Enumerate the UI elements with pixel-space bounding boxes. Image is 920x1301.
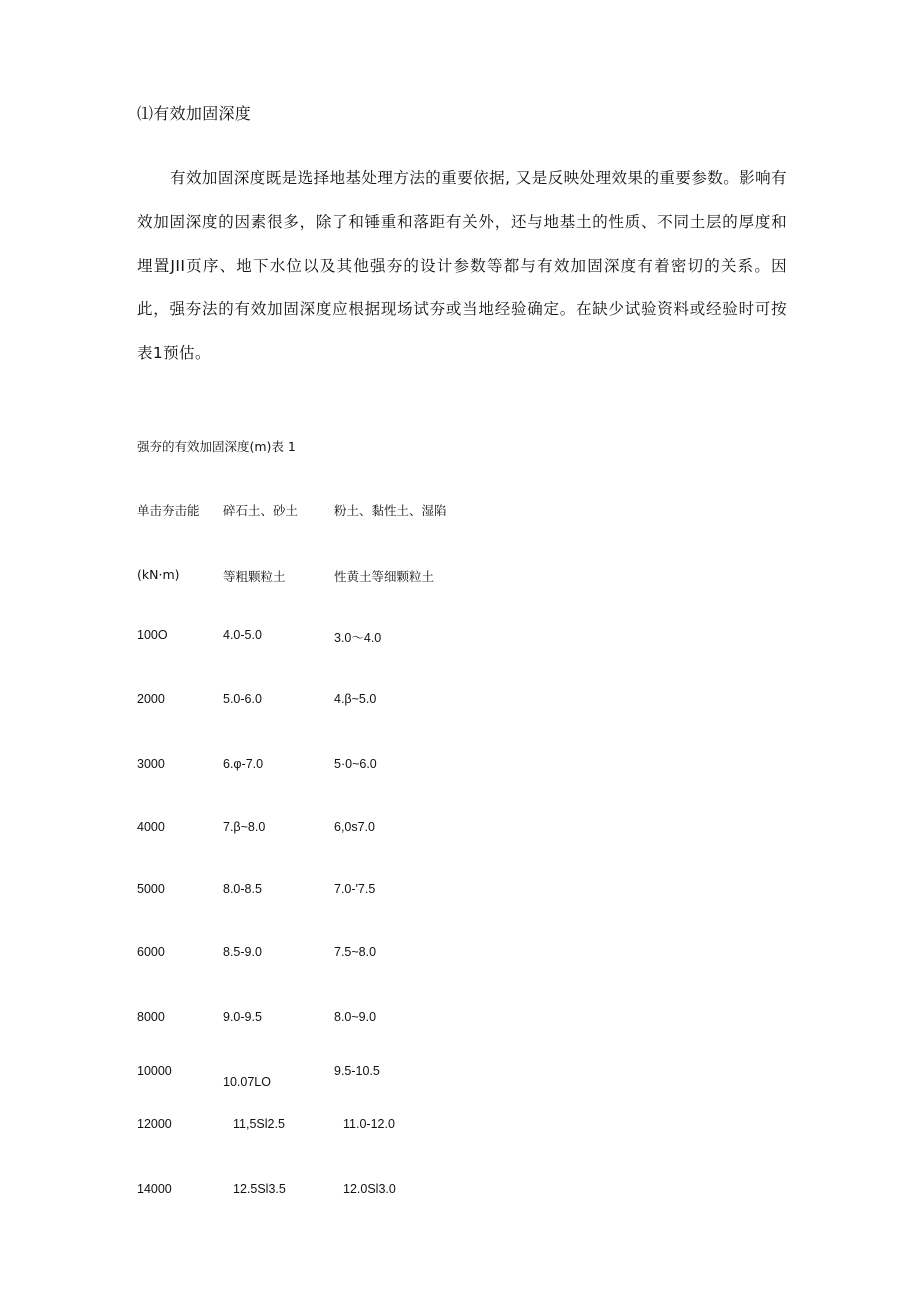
coarse-depth-cell: 11,5Sl2.5	[233, 1117, 285, 1131]
coarse-depth-cell: 8.0-8.5	[223, 882, 262, 896]
table-caption: 强夯的有效加固深度(m)表 1	[137, 439, 296, 454]
header-energy: 单击夯击能	[137, 503, 200, 518]
header-fine-soil: 粉土、黏性土、湿陷	[334, 503, 447, 518]
energy-cell: 5000	[137, 882, 165, 896]
fine-depth-cell: 11.0-12.0	[343, 1117, 395, 1131]
energy-cell: 14000	[137, 1182, 172, 1196]
fine-depth-cell: 7.5~8.0	[334, 945, 377, 959]
coarse-depth-cell: 10.07LO	[223, 1075, 271, 1089]
energy-cell: 12000	[137, 1117, 172, 1131]
fine-depth-cell: 6,0s7.0	[334, 820, 376, 834]
coarse-depth-cell: 5.0-6.0	[223, 692, 262, 706]
header-fine-soil-cont: 性黄土等细颗粒土	[334, 569, 435, 584]
coarse-depth-cell: 8.5-9.0	[223, 945, 262, 959]
fine-depth-cell: 12.0Sl3.0	[343, 1182, 396, 1196]
energy-cell: 4000	[137, 820, 165, 834]
fine-depth-cell: 5·0~6.0	[334, 757, 377, 771]
body-paragraph: 有效加固深度既是选择地基处理方法的重要依据, 又是反映处理效果的重要参数。影响有效加固深度的因素很多，除了和锤重和落距有关外，还与地基土的性质、不同土层的厚度和埋置JII页序、地下水位以及其他强夯的设计参数等都与有效加固深度有着密切的关系。因此，强夯法的有效加固深度应根据现场试夯或当地经验确定。在缺少试验资料或经验时可按表1预估。	[137, 169, 787, 363]
coarse-depth-cell: 7.β~8.0	[223, 820, 266, 834]
header-energy-unit: (kN·m)	[137, 567, 180, 582]
section-heading: ⑴有效加固深度	[137, 104, 252, 123]
fine-depth-cell: 4.β~5.0	[334, 692, 377, 706]
fine-depth-cell: 9.5-10.5	[334, 1064, 380, 1078]
coarse-depth-cell: 6.φ-7.0	[223, 757, 264, 771]
fine-depth-cell: 7.0-'7.5	[334, 882, 376, 896]
energy-cell: 8000	[137, 1010, 165, 1024]
energy-cell: 10000	[137, 1064, 172, 1078]
coarse-depth-cell: 9.0-9.5	[223, 1010, 262, 1024]
fine-depth-cell: 8.0~9.0	[334, 1010, 377, 1024]
header-coarse-soil: 碎石土、砂土	[223, 503, 299, 518]
energy-cell: 2000	[137, 692, 165, 706]
fine-depth-cell: 3.0～4.0	[334, 631, 382, 645]
coarse-depth-cell: 4.0-5.0	[223, 628, 262, 642]
header-coarse-soil-cont: 等粗颗粒土	[223, 569, 286, 584]
coarse-depth-cell: 12.5Sl3.5	[233, 1182, 286, 1196]
energy-cell: 100O	[137, 628, 168, 642]
energy-cell: 3000	[137, 757, 165, 771]
energy-cell: 6000	[137, 945, 165, 959]
